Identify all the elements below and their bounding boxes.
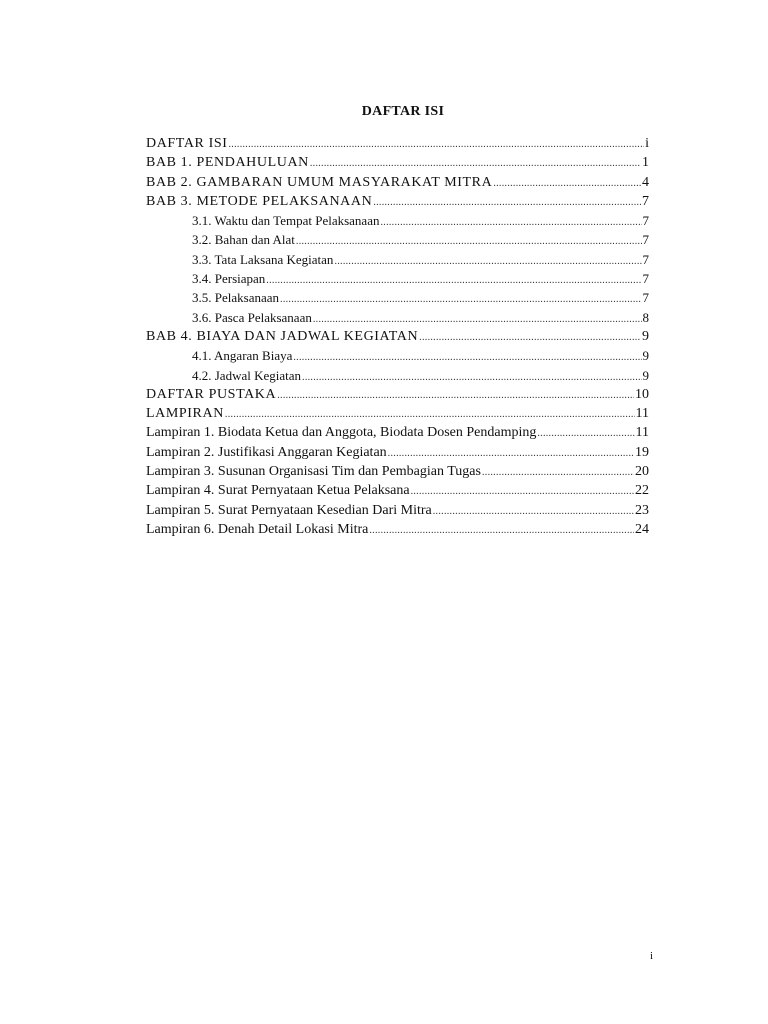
toc-entry-page: 20 [635,464,649,480]
dot-leader [229,135,645,154]
dot-leader [266,271,641,290]
dot-leader [411,482,634,501]
toc-entry-page: 11 [635,406,649,422]
toc-entry-label: 3.5. Pelaksanaan [192,290,280,306]
page-number: i [650,950,654,962]
toc-entry [146,327,649,346]
toc-entry-page: 9 [642,348,649,364]
toc-entry-label: 4.1. Angaran Biaya [192,348,293,364]
toc-entry [146,520,649,539]
toc-entry-label: Lampiran 5. Surat Pernyataan Kesedian Dari Mitra [146,502,432,518]
toc-entry-page: i [645,136,649,151]
toc-entry-label: 3.3. Tata Laksana Kegiatan [192,251,334,267]
dot-leader [302,368,641,387]
toc-entry [146,288,649,307]
toc-entry-page: 19 [635,444,649,460]
toc-entry-page: 4 [642,174,649,190]
toc-entry [146,230,649,249]
toc-entry-page: 24 [635,521,649,537]
toc-entry [146,308,649,327]
toc-entry-page: 1 [642,155,649,171]
toc-entry-label: BAB 1. PENDAHULUAN [146,155,309,171]
toc-entry-label: 3.6. Pasca Pelaksanaan [192,309,312,325]
toc-entry-label: BAB 3. METODE PELAKSANAAN [146,193,373,209]
toc-entry [146,366,649,385]
toc-entry [146,153,649,172]
toc-entry-label: Lampiran 3. Susunan Organisasi Tim dan Pembagian Tugas [146,464,481,480]
dot-leader [433,502,634,521]
toc-entry-page: 9 [642,367,649,383]
toc-entry-page: 8 [642,309,649,325]
toc-entry [146,269,649,288]
toc-entry [146,385,649,404]
toc-entry-page: 7 [642,251,649,267]
toc-entry-label: 3.1. Waktu dan Tempat Pelaksanaan [192,213,380,229]
dot-leader [482,463,634,482]
toc-entry-label: Lampiran 2. Justifikasi Anggaran Kegiatan [146,444,387,460]
dot-leader [380,213,641,232]
dot-leader [369,521,634,540]
toc-entry-label: DAFTAR PUSTAKA [146,386,277,402]
toc-entry-label: Lampiran 4. Surat Pernyataan Ketua Pelaksana [146,483,410,499]
dot-leader [280,290,641,309]
toc-entry-page: 11 [635,425,649,441]
dot-leader [296,232,642,251]
table-of-contents [146,134,649,539]
toc-entry-label: DAFTAR ISI [146,136,228,151]
toc-entry [146,404,649,423]
toc-entry-page: 7 [642,271,649,287]
toc-entry-label: LAMPIRAN [146,406,224,422]
dot-leader [493,174,641,193]
toc-entry-page: 10 [635,386,649,402]
dot-leader [419,328,641,347]
dot-leader [225,405,635,424]
toc-entry [146,501,649,520]
toc-entry [146,211,649,230]
toc-entry [146,134,649,153]
toc-entry-label: 3.4. Persiapan [192,271,266,287]
toc-entry-label: Lampiran 1. Biodata Ketua dan Anggota, Biodata Dosen Pendamping [146,425,537,441]
toc-entry [146,423,649,442]
toc-entry [146,192,649,211]
toc-entry [146,462,649,481]
toc-entry-page: 23 [635,502,649,518]
toc-entry-page: 22 [635,483,649,499]
toc-entry-label: 3.2. Bahan dan Alat [192,232,295,248]
dot-leader [293,348,641,367]
page-title: DAFTAR ISI [361,104,445,119]
toc-entry-label: BAB 2. GAMBARAN UMUM MASYARAKAT MITRA [146,174,493,190]
toc-entry-label: Lampiran 6. Denah Detail Lokasi Mitra [146,521,369,537]
toc-entry [146,173,649,192]
toc-entry-label: BAB 4. BIAYA DAN JADWAL KEGIATAN [146,328,419,344]
toc-entry-page: 7 [642,213,649,229]
toc-entry [146,481,649,500]
dot-leader [373,193,641,212]
toc-entry-page: 7 [642,232,649,248]
dot-leader [537,424,634,443]
dot-leader [334,252,641,271]
dot-leader [388,444,634,463]
dot-leader [277,386,634,405]
dot-leader [310,154,641,173]
toc-entry-page: 7 [642,290,649,306]
toc-entry-page: 7 [642,193,649,209]
toc-entry [146,250,649,269]
toc-entry-page: 9 [642,328,649,344]
toc-entry [146,346,649,365]
toc-entry [146,443,649,462]
toc-entry-label: 4.2. Jadwal Kegiatan [192,367,302,383]
